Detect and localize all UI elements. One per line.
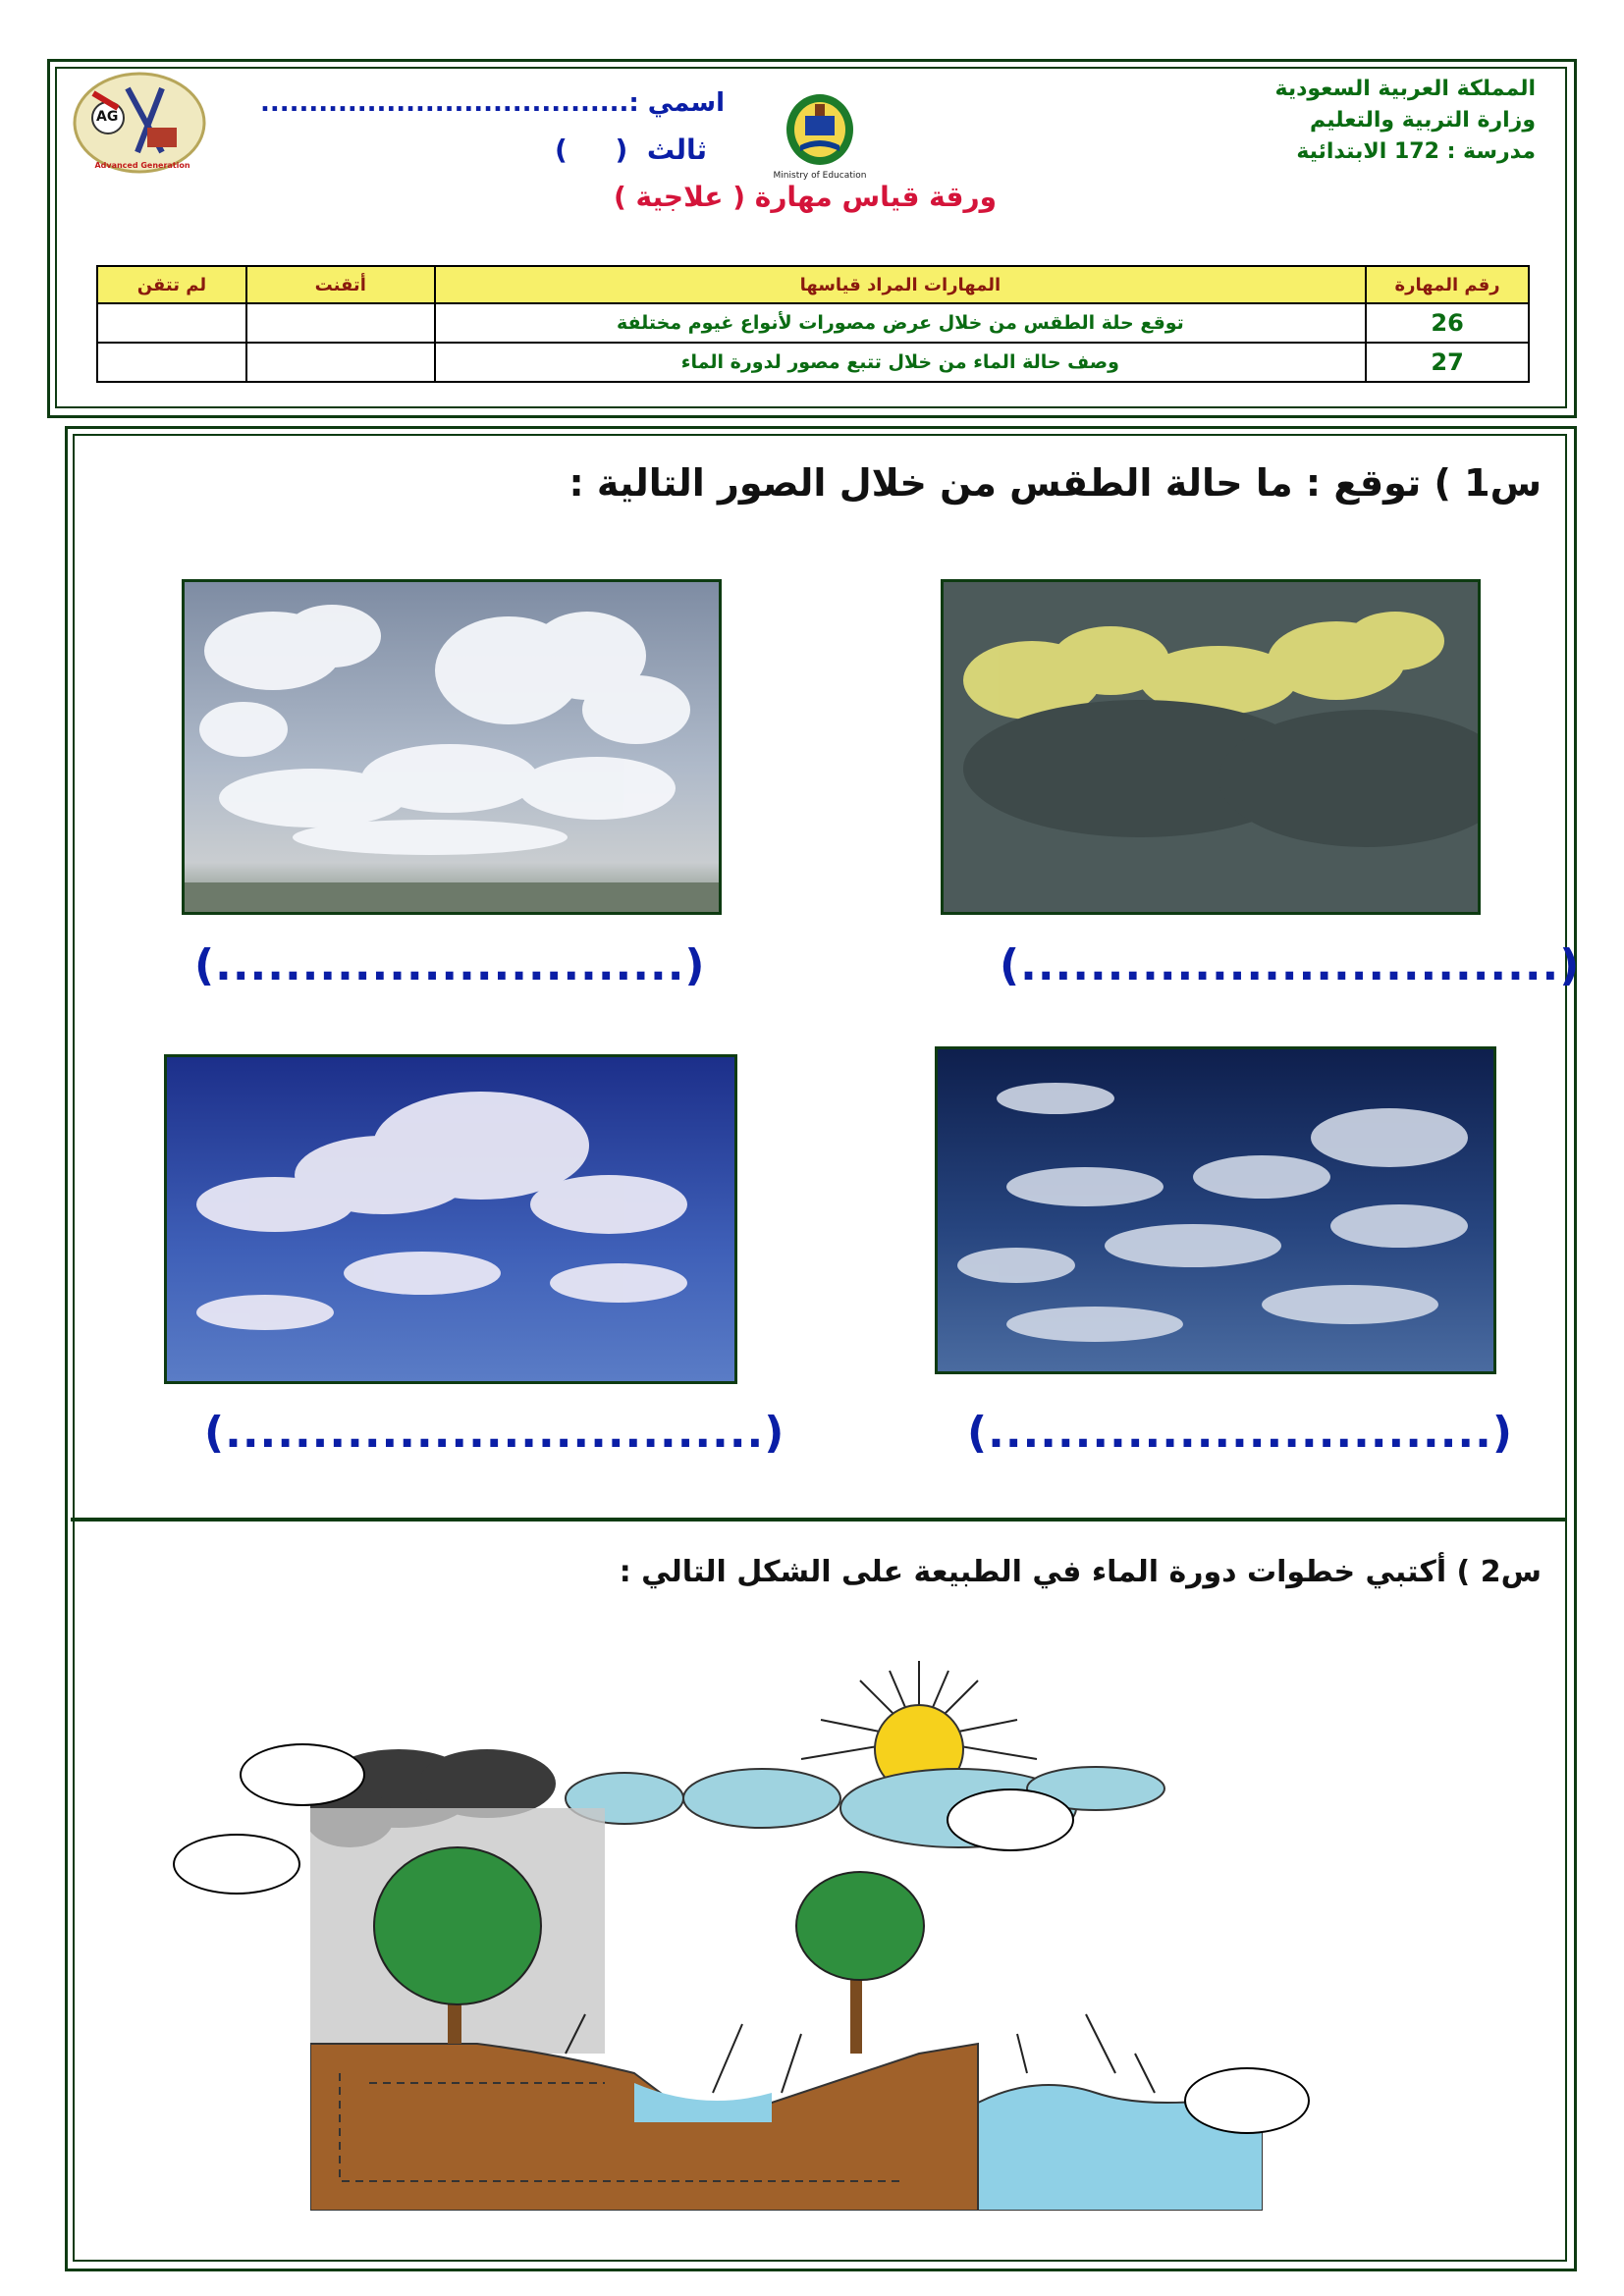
answer-oval-condensation[interactable] (240, 1743, 365, 1806)
mastered-cell[interactable] (246, 303, 435, 343)
question1-title: س1 ) توقع : ما حالة الطقس من خلال الصور التالية : (568, 461, 1542, 505)
answer-oval-precipitation[interactable] (173, 1834, 300, 1895)
answer-field-3[interactable]: (...............................) (204, 1408, 785, 1458)
not-mastered-cell[interactable] (97, 303, 246, 343)
grade-field[interactable]: ثالث ( ) (554, 133, 707, 166)
advanced-generation-logo (69, 69, 211, 177)
header-not-mastered: لم تتقن (97, 266, 246, 303)
skill-description: توقع حلة الطقس من خلال عرض مصورات لأنواع غيوم مختلفة (435, 303, 1367, 343)
student-name-field[interactable]: اسمي :...................................... (260, 88, 725, 118)
country-name: المملكة العربية السعودية (1274, 77, 1536, 101)
answer-oval-cloud[interactable] (947, 1789, 1074, 1851)
mastered-cell[interactable] (246, 343, 435, 382)
header-mastered: أتقنت (246, 266, 435, 303)
cloud-image-cumulus (182, 579, 722, 915)
answer-field-2[interactable]: (...............................) (1000, 940, 1581, 990)
question2-title: س2 ) أكتبي خطوات دورة الماء في الطبيعة على الشكل التالي : (619, 1555, 1542, 1589)
table-row (97, 303, 1529, 343)
cloud-image-storm (941, 579, 1481, 915)
worksheet-title: ورقة قياس مهارة ( علاجية ) (613, 181, 998, 213)
table-row (97, 343, 1529, 382)
answer-field-4[interactable]: (.............................) (967, 1408, 1513, 1458)
header-skill-number: رقم المهارة (1366, 266, 1529, 303)
ministry-logo (766, 90, 874, 188)
answer-oval-evaporation[interactable] (1184, 2067, 1310, 2134)
logo-initials: AG (96, 109, 119, 125)
logo-caption: Advanced Generation (94, 161, 190, 170)
ministry-name: وزارة التربية والتعليم (1310, 108, 1536, 133)
skills-table (96, 265, 1530, 383)
skill-number: 26 (1366, 303, 1529, 343)
skill-description: وصف حالة الماء من خلال تتبع مصور لدورة الماء (435, 343, 1367, 382)
header-skill-description: المهارات المراد قياسها (435, 266, 1367, 303)
not-mastered-cell[interactable] (97, 343, 246, 382)
skills-table-header (97, 266, 1529, 303)
ministry-logo-caption: Ministry of Education (773, 171, 867, 181)
water-cycle-diagram (310, 1661, 1263, 2211)
section-divider (71, 1518, 1567, 1522)
school-name: مدرسة : 172 الابتدائية (1296, 139, 1536, 164)
cloud-image-blue-sky (164, 1054, 737, 1384)
cloud-image-scattered (935, 1046, 1496, 1374)
answer-field-1[interactable]: (...........................) (194, 940, 706, 990)
skill-number: 27 (1366, 343, 1529, 382)
